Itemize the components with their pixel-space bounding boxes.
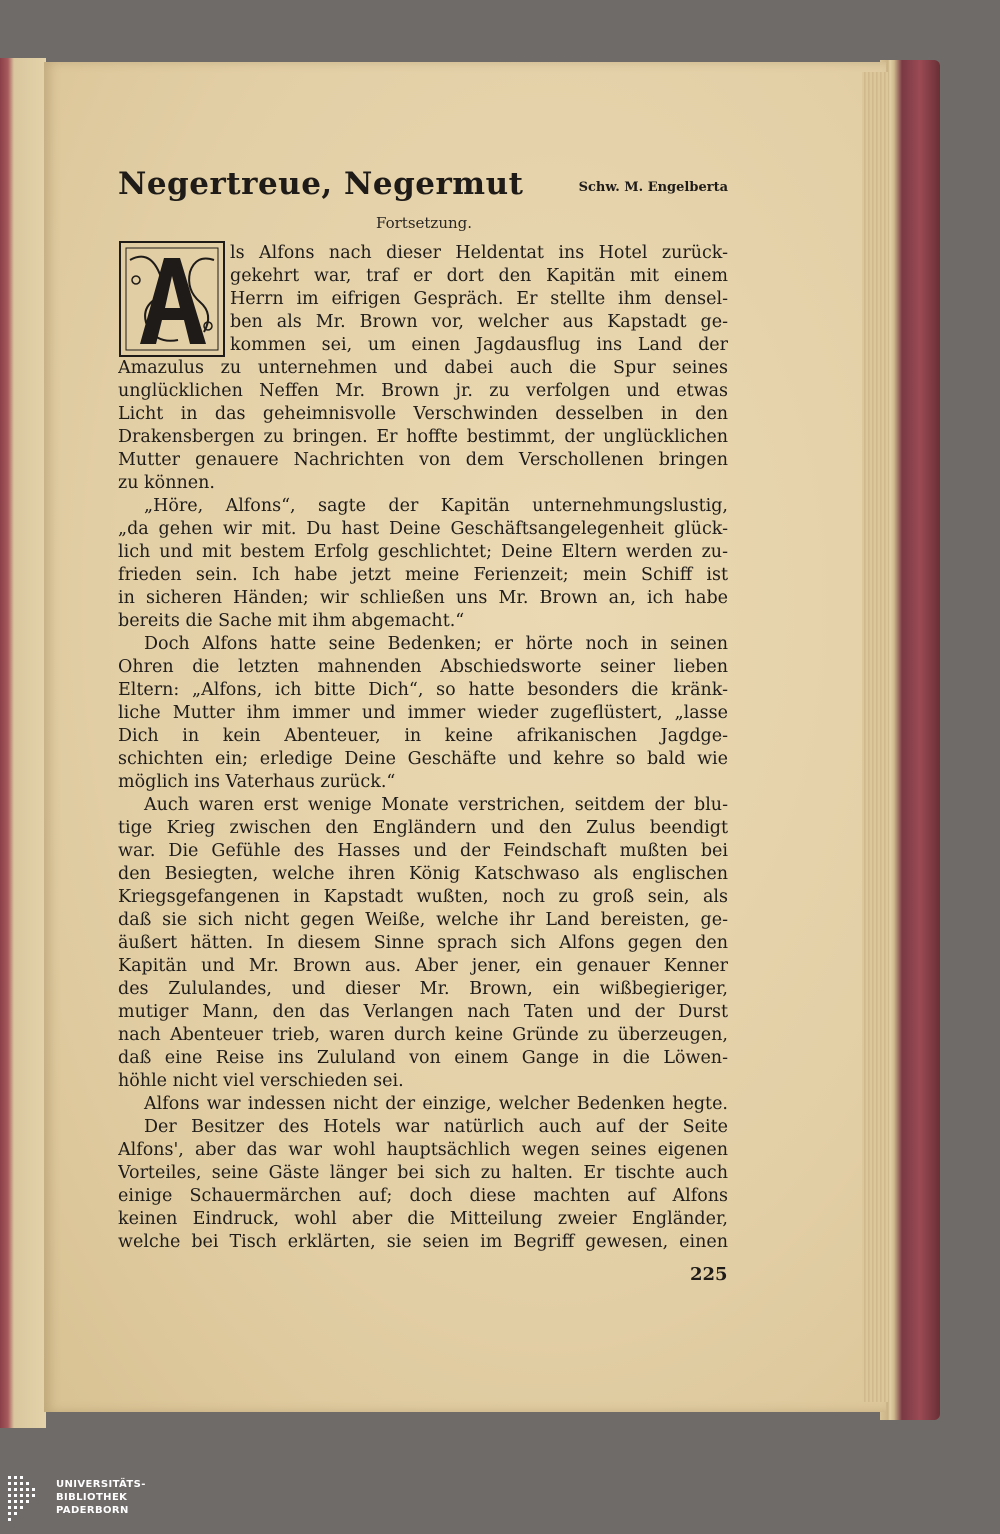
text-line: lich und mit bestem Erfolg geschlichtet; Deine Eltern werden zu-: [118, 542, 728, 562]
text-line: bereits die Sache mit ihm abgemacht.“: [118, 611, 465, 631]
text-line: höhle nicht viel verschieden sei.: [118, 1071, 404, 1091]
text-line: Doch Alfons hatte seine Bedenken; er hörte noch in seinen: [144, 634, 728, 654]
text-line: schichten ein; erledige Deine Geschäfte und kehre so bald wie: [118, 749, 728, 769]
logo-line-3: PADERBORN: [56, 1505, 129, 1516]
text-line: einige Schauermärchen auf; doch diese machten auf Alfons: [118, 1186, 728, 1206]
page-number: 225: [690, 1264, 728, 1285]
text-line: äußert hätten. In diesem Sinne sprach sich Alfons gegen den: [118, 933, 728, 953]
text-line: kommen sei, um einen Jagdausflug ins Land der: [230, 335, 728, 355]
text-line: daß eine Reise ins Zululand von einem Gange in die Löwen-: [118, 1048, 728, 1068]
text-line: in sicheren Händen; wir schließen uns Mr. Brown an, ich habe: [118, 588, 728, 608]
text-line: Eltern: „Alfons, ich bitte Dich“, so hatte besonders die kränk-: [118, 680, 728, 700]
article-body: [118, 242, 728, 1254]
text-line: des Zululandes, und dieser Mr. Brown, ein wißbegieriger,: [118, 979, 728, 999]
article-title: Negertreue, Negermut: [118, 166, 524, 202]
text-line: Herrn im eifrigen Gespräch. Er stellte ihm densel-: [230, 289, 728, 309]
text-line: Alfons', aber das war wohl hauptsächlich wegen seines eigenen: [118, 1140, 728, 1160]
text-line: frieden sein. Ich habe jetzt meine Ferienzeit; mein Schiff ist: [118, 565, 728, 585]
text-line: Drakensbergen zu bringen. Er hoffte bestimmt, der unglücklichen: [118, 427, 728, 447]
text-line: möglich ins Vaterhaus zurück.“: [118, 772, 396, 792]
text-line: Vorteiles, seine Gäste länger bei sich zu halten. Er tischte auch: [118, 1163, 728, 1183]
text-line: Mutter genauere Nachrichten von dem Verschollenen bringen: [118, 450, 728, 470]
text-line: mutiger Mann, den das Verlangen nach Taten und der Durst: [118, 1002, 728, 1022]
text-line: liche Mutter ihm immer und immer wieder zugeflüstert, „lasse: [118, 703, 728, 723]
text-line: welche bei Tisch erklärten, sie seien im Begriff gewesen, einen: [118, 1232, 728, 1252]
logo-line-1: UNIVERSITÄTS-: [56, 1479, 146, 1490]
text-line: unglücklichen Neffen Mr. Brown jr. zu verfolgen und etwas: [118, 381, 728, 401]
page-stack-edges: [862, 72, 888, 1402]
text-line: Auch waren erst wenige Monate verstrichen, seitdem der blu-: [144, 795, 728, 815]
text-line: ben als Mr. Brown vor, welcher aus Kapstadt ge-: [230, 312, 728, 332]
library-logo: [0, 1466, 200, 1534]
book-cover-edge: [880, 60, 940, 1420]
text-line: nach Abenteuer trieb, waren durch keine Gründe zu überzeugen,: [118, 1025, 728, 1045]
left-page-edge: [0, 58, 46, 1428]
logo-line-2: BIBLIOTHEK: [56, 1492, 128, 1503]
text-line: Kriegsgefangenen in Kapstadt wußten, noch zu groß sein, als: [118, 887, 728, 907]
text-line: Kapitän und Mr. Brown aus. Aber jener, ein genauer Kenner: [118, 956, 728, 976]
text-line: ls Alfons nach dieser Heldentat ins Hotel zurück-: [230, 243, 728, 263]
text-line: Dich in kein Abenteuer, in keine afrikanischen Jagdge-: [118, 726, 728, 746]
text-line: Licht in das geheimnisvolle Verschwinden desselben in den: [118, 404, 728, 424]
text-line: keinen Eindruck, wohl aber die Mitteilung zweier Engländer,: [118, 1209, 728, 1229]
article-heading: [118, 166, 728, 210]
text-line: daß sie sich nicht gegen Weiße, welche ihr Land bereisten, ge-: [118, 910, 728, 930]
text-line: „Höre, Alfons“, sagte der Kapitän unternehmungslustig,: [144, 496, 728, 516]
article-author: Schw. M. Engelberta: [578, 180, 728, 195]
text-line: gekehrt war, traf er dort den Kapitän mit einem: [230, 266, 728, 286]
text-line: den Besiegten, welche ihren König Katschwaso als englischen: [118, 864, 728, 884]
article-subtitle: Fortsetzung.: [376, 214, 473, 232]
text-line: tige Krieg zwischen den Engländern und den Zulus beendigt: [118, 818, 728, 838]
text-line: Alfons war indessen nicht der einzige, welcher Bedenken hegte.: [144, 1094, 728, 1114]
library-logo-icon: [8, 1476, 46, 1526]
text-line: „da gehen wir mit. Du hast Deine Geschäftsangelegenheit glück-: [118, 519, 728, 539]
text-line: war. Die Gefühle des Hasses und der Feindschaft mußten bei: [118, 841, 728, 861]
text-line: Amazulus zu unternehmen und dabei auch die Spur seines: [118, 358, 728, 378]
text-line: Der Besitzer des Hotels war natürlich auch auf der Seite: [144, 1117, 728, 1137]
text-line: Ohren die letzten mahnenden Abschiedsworte seiner lieben: [118, 657, 728, 677]
text-line: zu können.: [118, 473, 215, 493]
